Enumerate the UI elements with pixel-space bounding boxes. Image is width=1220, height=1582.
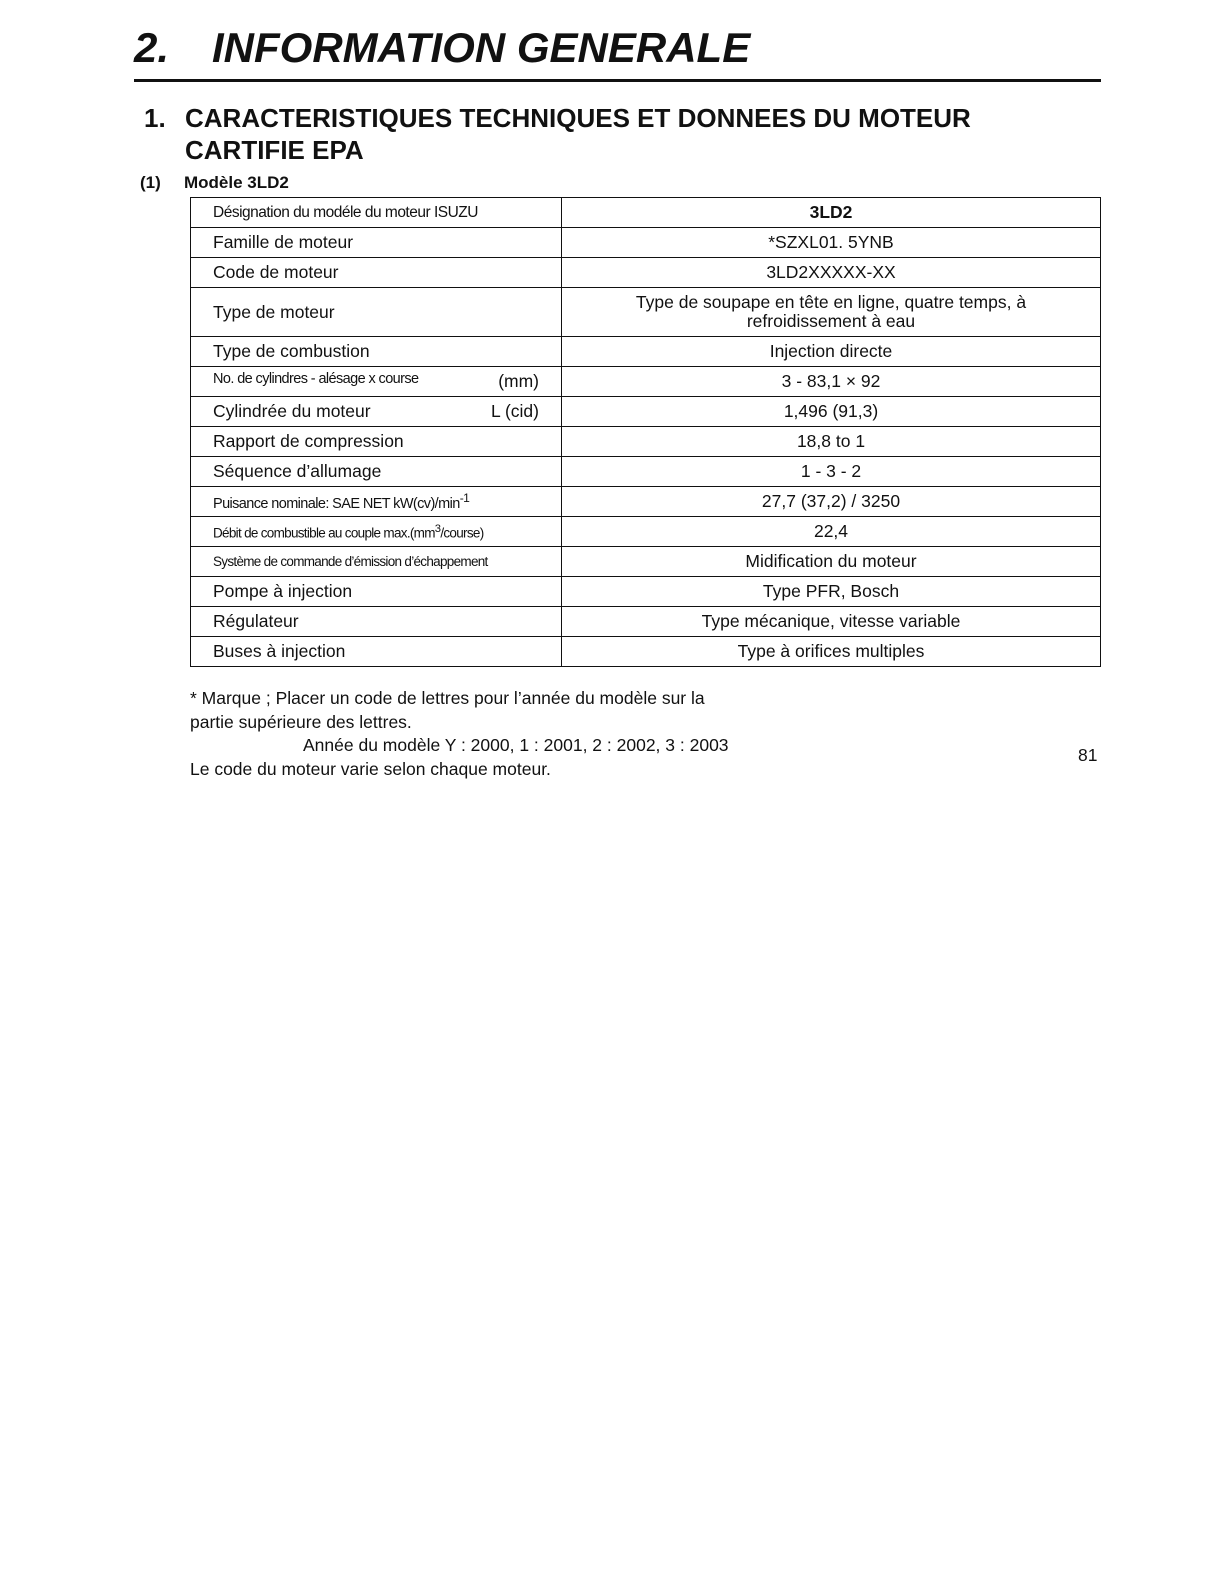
row-value: 27,7 (37,2) / 3250 <box>562 487 1101 517</box>
row-unit-superscript: 3 <box>434 522 441 535</box>
row-label: Cylindrée du moteur <box>213 401 371 421</box>
row-label: Débit de combustible au couple max.(mm <box>213 525 435 541</box>
chapter-title-text: INFORMATION GENERALE <box>212 24 751 71</box>
table-row <box>191 337 1101 367</box>
table-row <box>191 487 1101 517</box>
table-row <box>191 367 1101 397</box>
row-value: Injection directe <box>562 337 1101 367</box>
table-row <box>191 517 1101 547</box>
row-value <box>562 288 1101 337</box>
row-label: Système de commande d’émission d’échappement <box>191 547 562 577</box>
row-label: Puisance nominale: SAE NET kW(cv)/min <box>213 495 460 512</box>
row-label: No. de cylindres - alésage x course <box>213 371 419 387</box>
footnotes <box>190 687 729 781</box>
row-value: Midification du moteur <box>562 547 1101 577</box>
table-row <box>191 457 1101 487</box>
table-row <box>191 198 1101 228</box>
footnote-line: Le code du moteur varie selon chaque moteur. <box>190 758 551 779</box>
spec-table <box>190 197 1101 667</box>
row-label: Buses à injection <box>191 637 562 667</box>
row-label: Régulateur <box>191 607 562 637</box>
table-row <box>191 258 1101 288</box>
row-label: Pompe à injection <box>191 577 562 607</box>
footnote-line: * Marque ; Placer un code de lettres pour l’année du modèle sur la <box>190 688 705 708</box>
row-value: *SZXL01. 5YNB <box>562 228 1101 258</box>
table-row <box>191 577 1101 607</box>
table-row <box>191 637 1101 667</box>
row-unit: (mm) <box>498 371 539 391</box>
section-number: 1. <box>144 103 166 133</box>
table-row <box>191 397 1101 427</box>
row-label: Désignation du modéle du moteur ISUZU <box>191 198 562 228</box>
table-row <box>191 547 1101 577</box>
row-label-cell <box>191 487 562 517</box>
section-heading <box>144 102 1085 166</box>
row-value: Type à orifices multiples <box>562 637 1101 667</box>
row-value: Type mécanique, vitesse variable <box>562 607 1101 637</box>
row-label: Type de combustion <box>191 337 562 367</box>
row-label-suffix: /course) <box>440 525 484 541</box>
row-label-cell <box>191 397 562 427</box>
row-value: 1 - 3 - 2 <box>562 457 1101 487</box>
subsection-title: Modèle 3LD2 <box>184 173 289 192</box>
table-row <box>191 228 1101 258</box>
row-value: 3LD2XXXXX-XX <box>562 258 1101 288</box>
row-value: 1,496 (91,3) <box>562 397 1101 427</box>
footnote-line: Année du modèle Y : 2000, 1 : 2001, 2 : 2002, 3 : 2003 <box>303 735 729 755</box>
page-number: 81 <box>1078 745 1098 765</box>
row-value: 22,4 <box>562 517 1101 547</box>
row-value: 3LD2 <box>562 198 1101 228</box>
row-value: 3 - 83,1 × 92 <box>562 367 1101 397</box>
row-value: 18,8 to 1 <box>562 427 1101 457</box>
row-value: Type PFR, Bosch <box>562 577 1101 607</box>
row-label: Séquence d’allumage <box>191 457 562 487</box>
row-label: Code de moteur <box>191 258 562 288</box>
row-unit-superscript: -1 <box>459 491 470 506</box>
row-label-cell <box>191 367 562 397</box>
subsection-heading <box>140 173 289 193</box>
title-divider <box>134 79 1101 82</box>
table-row <box>191 607 1101 637</box>
row-label: Rapport de compression <box>191 427 562 457</box>
row-unit: L (cid) <box>491 401 539 421</box>
footnote-line: partie supérieure des lettres. <box>190 711 412 732</box>
row-value-text: Type de soupape en tête en ligne, quatre temps, à refroidissement à eau <box>635 292 1027 331</box>
chapter-title <box>134 24 750 72</box>
table-row <box>191 288 1101 337</box>
row-label: Type de moteur <box>191 288 562 337</box>
subsection-number: (1) <box>140 173 161 192</box>
row-label-cell <box>191 517 562 547</box>
table-row <box>191 427 1101 457</box>
section-title: CARACTERISTIQUES TECHNIQUES ET DONNEES DU MOTEUR CARTIFIE EPA <box>185 103 971 165</box>
row-label: Famille de moteur <box>191 228 562 258</box>
chapter-number: 2. <box>134 24 170 71</box>
